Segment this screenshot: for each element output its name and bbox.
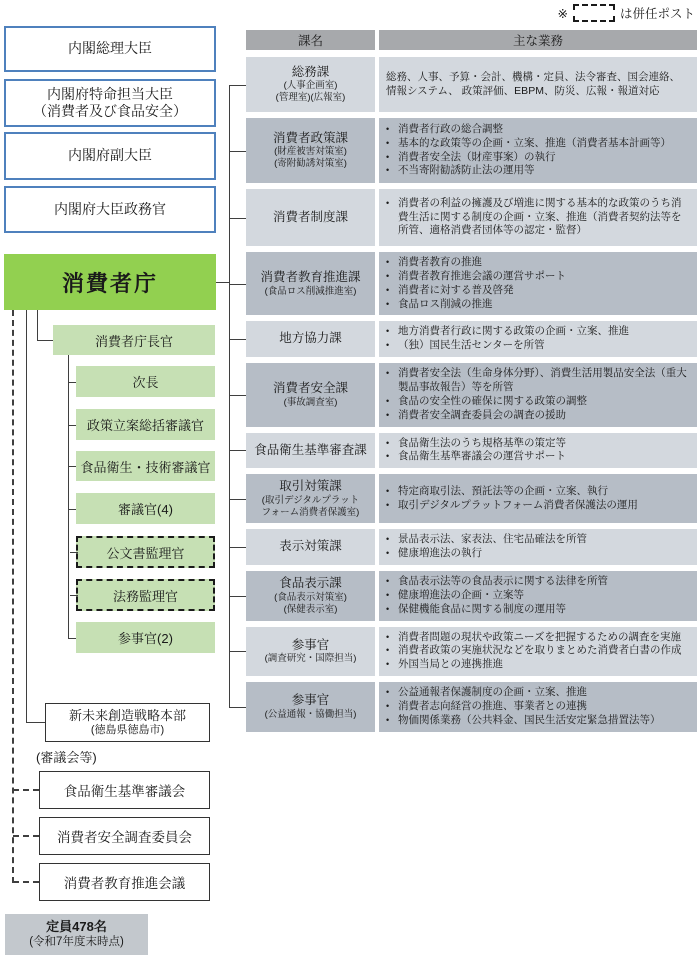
bullet-icon: • [386,714,390,725]
dashed-box-sample [573,4,615,22]
division-name: 消費者政策課 [272,130,348,145]
division-subunit: (保健表示室) [283,603,338,615]
duty-item: • 物価関係業務（公共料金、国民生活安定緊急措置法等） [386,713,661,726]
duty-item: • 特定商取引法、預託法等の企画・立案、執行 [386,484,608,497]
division-subunit: (寄附勧誘対策室) [274,158,347,170]
legend-text: は併任ポスト [619,7,695,21]
table-row [246,682,697,732]
bullet-icon: • [386,576,390,587]
minister-label: 内閣府副大臣 [68,147,152,164]
duty-item: • 消費者安全法（生命身体分野）、消費生活用製品安全法（重大製品事故報告）等を所管 [386,367,687,394]
minister-sublabel: （消費者及び食品安全） [33,103,187,119]
minister-label: 内閣総理大臣 [68,40,152,57]
council-tick-2 [13,835,39,837]
division-duties-cell [379,627,697,677]
division-subunit: (公益通報・協働担当) [264,708,357,720]
duty-item: • 基本的な政策等の企画・立案、推進（消費者基本計画等） [386,136,671,149]
division-name: 参事官 [291,637,330,652]
commissioner-label: 消費者庁長官 [94,333,173,349]
minister-label: 内閣府特命担当大臣 [47,85,173,102]
bullet-icon: • [386,485,390,496]
division-duties-cell [379,189,697,246]
duty-item: • 消費者安全調査委員会の調査の援助 [386,408,566,421]
division-name: 地方協力課 [279,331,342,346]
strategy-hq-location: (徳島県徳島市) [90,723,165,736]
council-box-education-promotion: 消費者教育推進会議 [39,863,210,901]
bullet-icon: • [386,534,390,545]
councils-section-label: (審議会等) [36,750,97,765]
staff-capacity-box [5,914,148,955]
table-row [246,529,697,565]
bullet-icon: • [386,151,390,162]
division-name-cell [246,363,375,426]
strategy-hq-box [45,703,210,742]
council-box-safety-investigation: 消費者安全調査委員会 [39,817,210,855]
duty-item: • 不当寄附勧誘防止法の運用等 [386,164,535,177]
division-name: 参事官 [291,693,330,708]
division-name: 表示対策課 [279,539,342,554]
division-name: 消費者安全課 [272,381,348,396]
division-name: 食品衛生基準審査課 [254,442,367,457]
division-subunit: (取引デジタルプラット [261,494,360,506]
agency-to-table-connector [216,282,230,283]
divisions-table [246,30,697,732]
duty-item: • 消費者政策の実施状況などを取りまとめた消費者白書の作成 [386,644,682,657]
division-name-cell [246,627,375,677]
header-main-duties: 主な業務 [379,30,697,50]
officials-spine-line [68,355,69,638]
strategy-hq-line [26,310,27,722]
bullet-icon: • [386,687,390,698]
division-name-cell [246,57,375,112]
division-name-cell [246,529,375,565]
council-tick-1 [13,789,39,791]
duty-item: • 食品表示法等の食品表示に関する法律を所管 [386,575,608,588]
bullet-icon: • [386,409,390,420]
minister-box-special-mission [4,79,216,127]
duty-item: • 食品ロス削減の推進 [386,297,493,310]
division-subunit: (食品表示対策室) [274,591,347,603]
division-duties-cell [379,57,697,112]
official-box-counsellors: 参事官(2) [76,622,215,653]
division-subunit: (事故調査室) [283,396,338,408]
table-rows [246,57,697,732]
duty-item: • 消費者志向経営の推進、事業者との連携 [386,700,587,713]
bullet-icon: • [386,197,390,208]
duty-item: • 消費者の利益の擁護及び増進に関する基本的な政策のうち消費生活に関する制度の企画・立案、推進（消費者契約法等を所管、適格消費者団体等の認定・監督） [386,196,682,237]
duty-item: • 消費者に対する普及啓発 [386,283,514,296]
division-duties-cell [379,321,697,357]
division-duties-cell [379,571,697,621]
bullet-icon: • [386,499,390,510]
table-row [246,57,697,112]
bullet-icon: • [386,631,390,642]
bullet-icon: • [386,298,390,309]
bullet-icon: • [386,284,390,295]
commissioner-line-v [37,310,38,340]
council-tick-3 [13,881,39,883]
division-subunit: (調査研究・国際担当) [264,653,357,665]
division-name-cell [246,571,375,621]
duty-item: • 食品衛生基準審議会の運営サポート [386,450,566,463]
division-duties-cell [379,363,697,426]
duty-item: • 景品表示法、家表法、住宅品確法を所管 [386,533,587,546]
official-box-legal-affairs: 法務監理官 [76,579,215,611]
division-duties-cell [379,529,697,565]
division-name-cell [246,321,375,357]
minister-label: 内閣府大臣政務官 [54,200,166,217]
header-division-name: 課名 [246,30,375,50]
official-box-policy-coordination: 政策立案総括審議官 [76,409,215,440]
division-name: 消費者教育推進課 [260,269,361,284]
division-duties-cell [379,252,697,315]
official-box-food-hygiene-tech: 食品衛生・技術審議官 [76,451,215,481]
council-box-food-hygiene: 食品衛生基準審議会 [39,771,210,809]
bullet-icon: • [386,451,390,462]
strategy-hq-name: 新未来創造戦略本部 [68,708,186,724]
table-row [246,363,697,426]
table-row [246,474,697,523]
duty-item: • 保健機能食品に関する制度の運用等 [386,602,566,615]
duty-item: • 健康増進法の執行 [386,547,482,560]
official-box-deputy: 次長 [76,366,215,397]
bullet-icon: • [386,368,390,379]
duty-item: • 消費者教育推進会議の運営サポート [386,269,566,282]
bullet-icon: • [386,603,390,614]
division-duties-cell [379,682,697,732]
table-row [246,571,697,621]
division-subunit: (人事企画室) [283,80,338,92]
bullet-icon: • [386,326,390,337]
bullet-icon: • [386,659,390,670]
division-subunit: (食品ロス削減推進室) [264,285,357,297]
duty-item: • 食品の安全性の確保に関する政策の調整 [386,394,587,407]
bullet-icon: • [386,701,390,712]
division-name-cell [246,682,375,732]
staff-capacity-date: (令和7年度末時点) [29,936,124,949]
duty-item: • 食品衛生法のうち規格基準の策定等 [386,436,566,449]
duty-item: • 消費者行政の総合調整 [386,122,503,135]
minister-box-parliamentary-vice-minister [4,186,216,233]
duty-item: • 公益通報者保護制度の企画・立案、推進 [386,686,587,699]
official-box-public-records: 公文書監理官 [76,536,215,568]
duty-item: • 外国当局との連携推進 [386,658,503,671]
bullet-icon: • [386,137,390,148]
division-name-cell [246,189,375,246]
agency-name: 消費者庁 [61,270,158,296]
minister-box-vice-minister [4,132,216,180]
bullet-icon: • [386,123,390,134]
bullet-icon: • [386,270,390,281]
bullet-icon: • [386,340,390,351]
bullet-icon: • [386,257,390,267]
official-box-councillors: 審議官(4) [76,493,215,524]
table-header-row [246,30,697,50]
division-duties-cell [379,433,697,469]
bullet-icon: • [386,645,390,656]
duty-item: • 消費者問題の現状や政策ニーズを把握するための調査を実施 [386,630,681,643]
duty-item: • 消費者教育の推進 [386,256,482,268]
division-subunit: (管理室)(広報室) [275,92,346,104]
bullet-icon: • [386,548,390,559]
division-duties-cell [379,474,697,523]
division-subunit: (財産被害対策室) [274,146,347,158]
bullet-icon: • [386,395,390,406]
commissioner-line-h [37,340,53,341]
strategy-hq-tick [26,722,45,723]
division-name-cell [246,474,375,523]
table-row [246,627,697,677]
division-subunit: フォーム消費者保護室) [261,506,360,518]
table-row [246,433,697,469]
duty-item: 総務、人事、予算・会計、機構・定員、法令審査、国会連絡、情報システム、 政策評価、EBPM、防災、広報・報道対応 [386,70,680,97]
table-row [246,252,697,315]
agency-box [4,254,216,310]
duty-item: • 地方消費者行政に関する政策の企画・立案、推進 [386,325,629,338]
concurrent-post-legend [558,4,696,22]
bullet-icon: • [386,437,390,448]
division-name: 取引対策課 [279,479,342,494]
division-name: 総務課 [291,64,330,79]
bullet-icon: • [386,589,390,600]
division-name: 消費者制度課 [272,209,348,224]
commissioner-box [53,325,215,355]
table-row [246,118,697,183]
duty-item: • （独）国民生活センターを所管 [386,339,545,352]
division-duties-cell [379,118,697,183]
division-name-cell [246,433,375,469]
legend-prefix: ※ [557,6,568,21]
councils-dashed-line [12,310,14,883]
table-row [246,189,697,246]
minister-box-prime-minister [4,26,216,72]
duty-item: • 健康増進法の企画・立案等 [386,588,524,601]
duty-item: • 消費者安全法（財産事案）の執行 [386,150,556,163]
division-name: 食品表示課 [279,576,342,591]
bullet-icon: • [386,165,390,176]
duty-item: • 取引デジタルプラットフォーム消費者保護法の運用 [386,498,638,511]
table-row [246,321,697,357]
staff-capacity: 定員478名 [46,919,107,935]
division-name-cell [246,118,375,183]
division-name-cell [246,252,375,315]
